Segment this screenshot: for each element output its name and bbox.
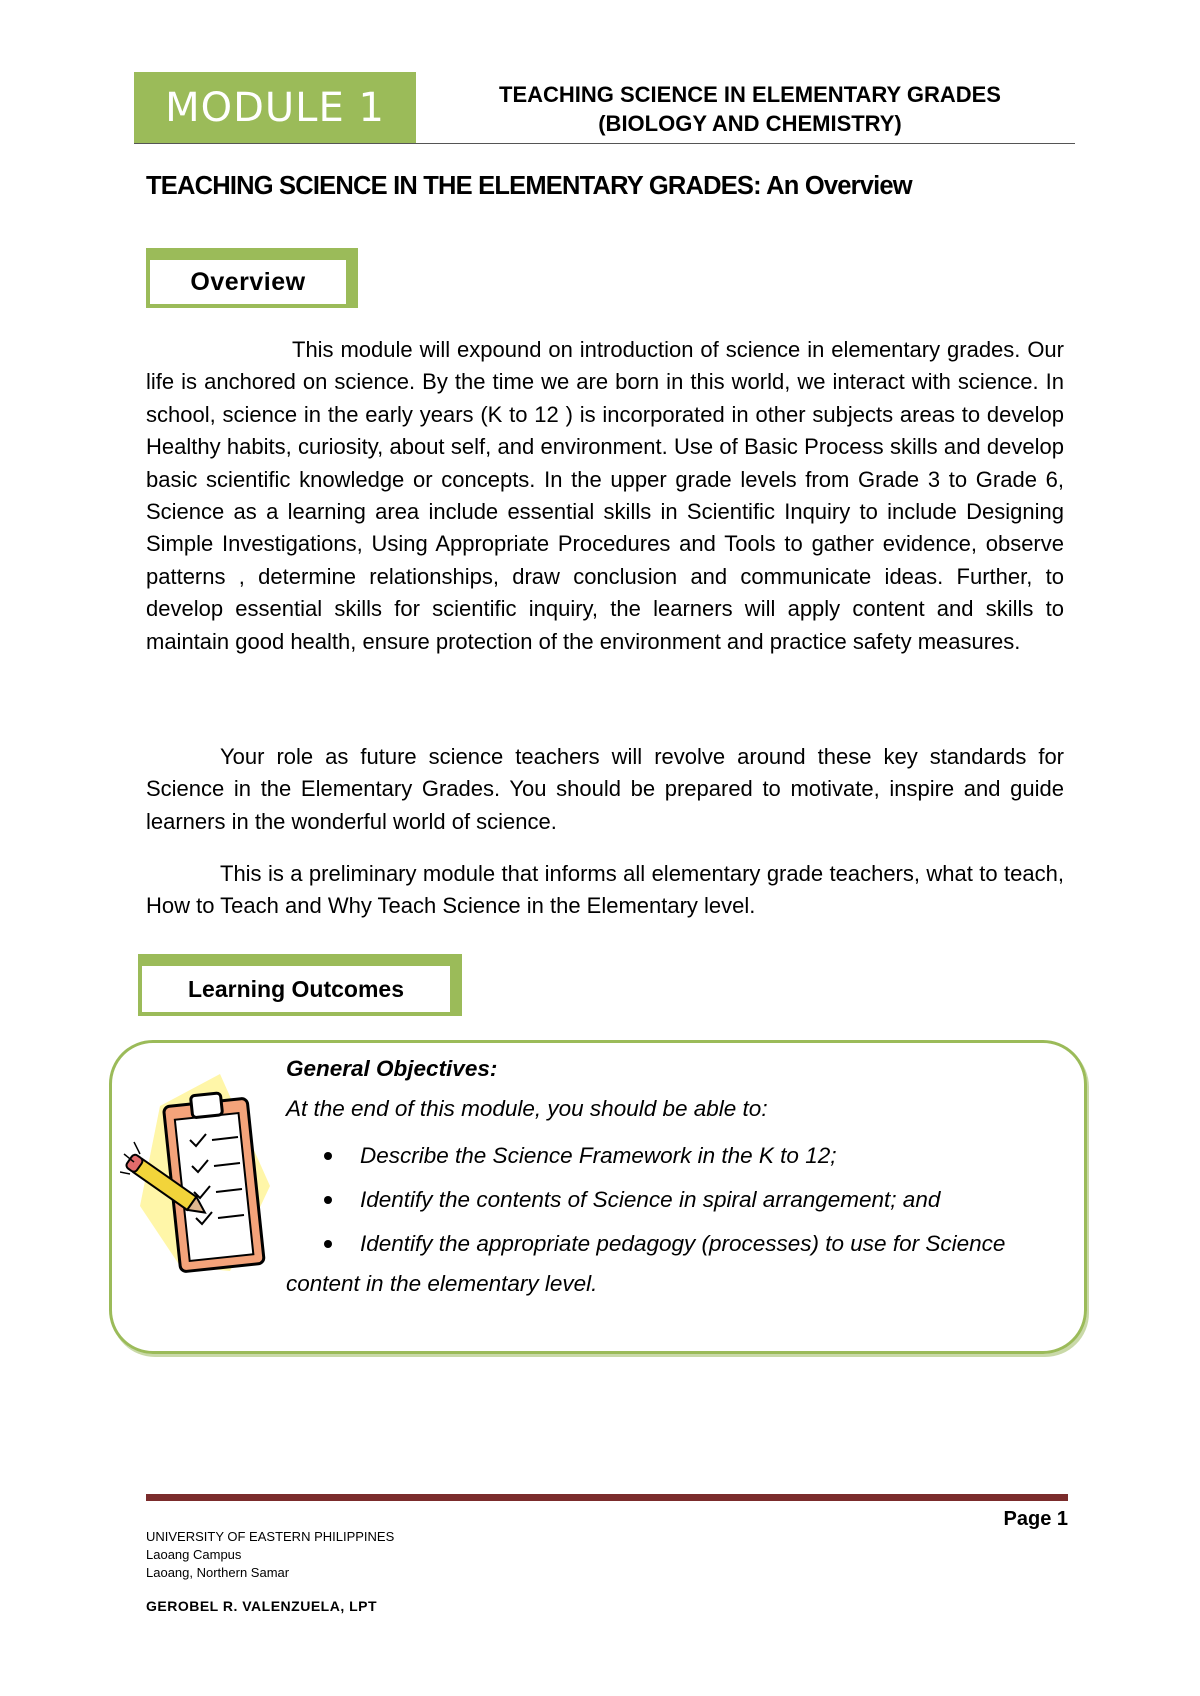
module-badge — [134, 72, 416, 144]
module-label: MODULE 1 — [165, 85, 385, 131]
overview-tab-label: Overview — [190, 267, 306, 296]
overview-section-tab — [146, 256, 350, 308]
overview-paragraph-1 — [146, 334, 1064, 658]
clipboard-checklist-icon — [120, 1066, 280, 1286]
campus-location: Laoang, Northern Samar — [146, 1565, 290, 1580]
paragraph-text: This module will expound on introduction of science in elementary grades. Our life is anchored on science. By the time we are born in this world, we interact with science. In school, science in the early years (K to 12 ) is incorporated in other subjects areas to develop Healthy habits, curiosity, about self, and environment. Use of Basic Process skills and develop basic scientific knowledge or concepts. In the upper grade levels from Grade 3 to Grade 6, Science as a learning area include essential skills in Scientific Inquiry to include Designing Simple Investigations, Using Appropriate Procedures and Tools to gather evidence, observe patterns , determine relationships, draw conclusion and communicate ideas. Further, to develop essential skills for scientific inquiry, the learners will apply content and skills to maintain good health, ensure protection of the environment and practice safety measures. — [146, 337, 1064, 654]
course-title-line2: (BIOLOGY AND CHEMISTRY) — [598, 111, 902, 136]
course-title — [430, 80, 1070, 138]
objective-item: Identify the appropriate pedagogy (processes) to use for Science — [286, 1222, 1066, 1266]
objectives-list — [286, 1134, 1066, 1266]
objectives-content — [286, 1050, 1066, 1304]
learning-outcomes-tab-label: Learning Outcomes — [188, 975, 404, 1002]
paragraph-text: Your role as future science teachers will revolve around these key standards for Science in the Elementary Grades. You should be prepared to motivate, inspire and guide learners in the wonderful world of science. — [146, 744, 1064, 834]
paragraph-text: This is a preliminary module that informs all elementary grade teachers, what to teach, How to Teach and Why Teach Science in the Elementary level. — [146, 861, 1064, 919]
campus-name: Laoang Campus — [146, 1547, 242, 1562]
author-name: GEROBEL R. VALENZUELA, LPT — [146, 1598, 378, 1614]
objective-item: Identify the contents of Science in spiral arrangement; and — [286, 1178, 1066, 1222]
objective-continuation: content in the elementary level. — [286, 1271, 598, 1296]
footer-address — [146, 1528, 394, 1582]
objectives-heading: General Objectives: — [286, 1056, 498, 1081]
header-divider — [134, 143, 1075, 144]
footer-divider — [146, 1494, 1068, 1501]
learning-outcomes-section-tab — [138, 962, 454, 1016]
objectives-intro: At the end of this module, you should be able to: — [286, 1096, 768, 1121]
course-title-line1: TEACHING SCIENCE IN ELEMENTARY GRADES — [499, 82, 1001, 107]
overview-paragraph-3 — [146, 858, 1064, 923]
document-title: TEACHING SCIENCE IN THE ELEMENTARY GRADES: An Overview — [146, 172, 912, 200]
page-number: Page 1 — [1003, 1508, 1068, 1530]
university-name: UNIVERSITY OF EASTERN PHILIPPINES — [146, 1529, 395, 1544]
objective-item: Describe the Science Framework in the K to 12; — [286, 1134, 1066, 1178]
overview-paragraph-2 — [146, 741, 1064, 838]
